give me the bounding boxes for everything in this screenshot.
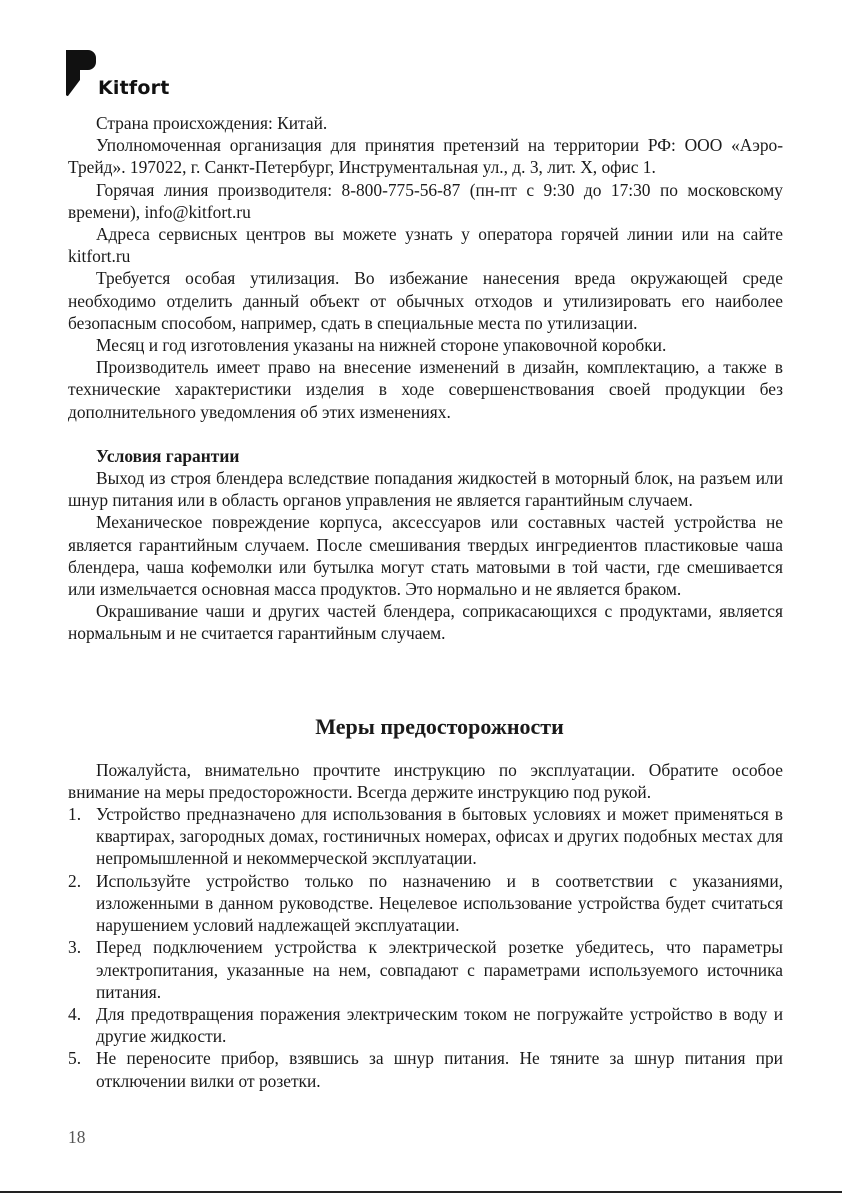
warranty-paragraph: Механическое повреждение корпуса, аксессуаров или составных частей устройства не является гарантийным случаем. После смешивания твердых ингредиентов пластиковые чаша блендера, чаша кофемолки или бутылка могут стать матовыми в той части, где смешивается или измельчается основная масса продуктов. Это нормально и не является браком. (68, 512, 783, 600)
list-item-text: Не переносите прибор, взявшись за шнур питания. Не тяните за шнур питания при отключении вилки от розетки. (96, 1048, 783, 1091)
page-number: 18 (68, 1127, 86, 1147)
list-item (68, 1003, 783, 1047)
list-item-number: 5. (68, 1048, 82, 1069)
kitfort-logo-icon (66, 50, 96, 98)
list-item-number: 3. (68, 937, 82, 958)
brand-name: Kitfort (98, 77, 170, 99)
list-item-text: Устройство предназначено для использования в бытовых условиях и может применяться в квартирах, загородных домах, гостиничных номерах, офисах и других подобных местах для непромышленной и некоммерческой эксплуатации. (96, 804, 783, 869)
list-item-text: Перед подключением устройства к электрической розетке убедитесь, что параметры электропитания, указанные на нем, совпадают с параметрами используемого источника питания. (96, 937, 783, 1002)
precautions-list (68, 803, 783, 1092)
precautions-title: Меры предосторожности (315, 713, 564, 739)
intro-paragraph: Страна происхождения: Китай. (96, 113, 328, 133)
list-item (68, 1047, 783, 1091)
bottom-divider (0, 1191, 842, 1193)
list-item-number: 4. (68, 1003, 82, 1024)
list-item-number: 1. (68, 804, 82, 825)
warranty-paragraph: Выход из строя блендера вследствие попадания жидкостей в моторный блок, на разъем или шнур питания или в область органов управления не является гарантийным случаем. (68, 468, 783, 511)
precautions-intro: Пожалуйста, внимательно прочтите инструкцию по эксплуатации. Обратите особое внимание на меры предосторожности. Всегда держите инструкцию под рукой. (68, 759, 783, 802)
intro-paragraph: Производитель имеет право на внесение изменений в дизайн, комплектацию, а также в технические характеристики изделия в ходе совершенствования своей продукции без дополнительного уведомления об этих изменениях. (68, 357, 783, 422)
list-item (68, 803, 783, 870)
intro-paragraph: Уполномоченная организация для принятия претензий на территории РФ: ООО «Аэро-Трейд». 197022, г. Санкт-Петербург, Инструментальная ул., д. 3, лит. Х, офис 1. (68, 135, 783, 178)
brand-logo (66, 50, 170, 98)
intro-paragraph: Месяц и год изготовления указаны на нижней стороне упаковочной коробки. (96, 335, 667, 356)
list-item-text: Для предотвращения поражения электрическим током не погружайте устройство в воду и другие жидкости. (96, 1003, 783, 1047)
intro-paragraph: Требуется особая утилизация. Во избежание нанесения вреда окружающей среде необходимо отделить данный объект от обычных отходов и утилизировать его наиболее безопасным способом, например, сдать в специальные места по утилизации. (68, 268, 783, 333)
warranty-heading: Условия гарантии (96, 445, 240, 466)
main-content (68, 112, 783, 1092)
list-item (68, 870, 783, 937)
list-item-text: Используйте устройство только по назначению и в соответствии с указаниями, изложенными в данном руководстве. Нецелевое использование устройства будет считаться нарушением условий надлежащей эксплуатации. (96, 870, 783, 936)
list-item-number: 2. (68, 870, 82, 891)
intro-paragraph: Горячая линия производителя: 8-800-775-56-87 (пн-пт с 9:30 до 17:30 по московскому времени), info@kitfort.ru (68, 179, 783, 222)
intro-paragraph: Адреса сервисных центров вы можете узнать у оператора горячей линии или на сайте kitfort.ru (68, 224, 783, 267)
warranty-paragraph: Окрашивание чаши и других частей блендера, соприкасающихся с продуктами, является нормальным и не считается гарантийным случаем. (68, 601, 783, 644)
list-item (68, 936, 783, 1003)
